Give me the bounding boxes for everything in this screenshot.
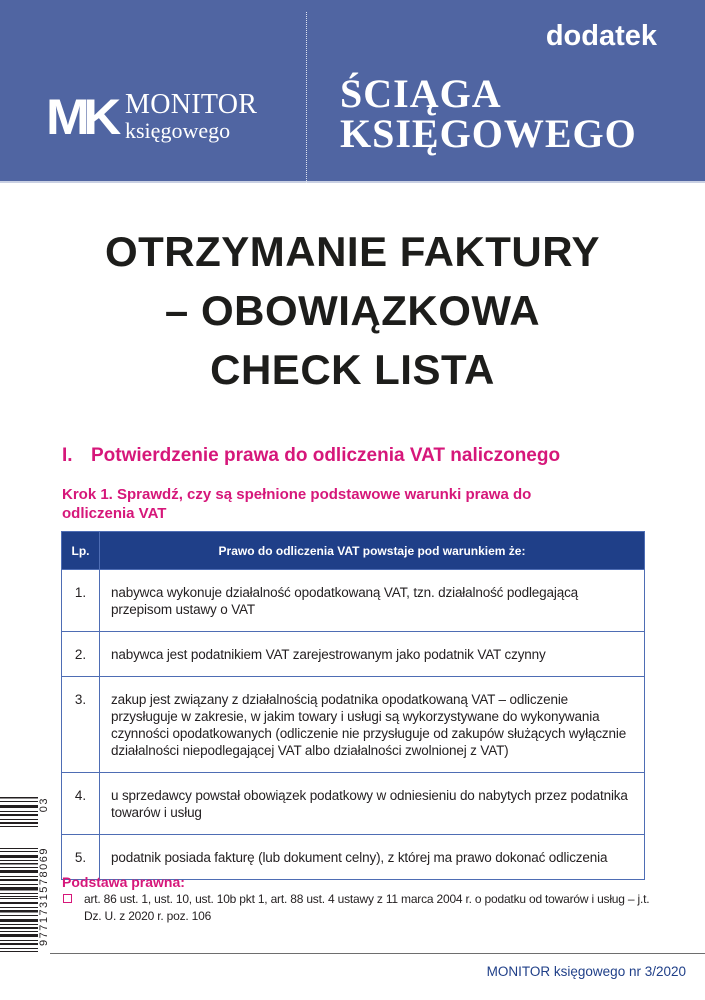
table-row [62, 677, 645, 773]
supplement-title-line: KSIĘGOWEGO [340, 111, 637, 156]
barcode-digits [38, 795, 50, 985]
table-row [62, 773, 645, 835]
barcode-bars-icon [0, 795, 38, 985]
legal-basis-item [62, 891, 662, 925]
row-condition: podatnik posiada fakturę (lub dokument celny), z której ma prawo dokonać odliczenia [100, 835, 645, 880]
section-title: Potwierdzenie prawa do odliczenia VAT naliczonego [91, 445, 561, 466]
page-title-line: OTRZYMANIE FAKTURY [104, 228, 601, 275]
column-header-lp: Lp. [62, 532, 100, 570]
section-number: I. [62, 445, 73, 466]
checkbox-bullet-icon [63, 894, 72, 903]
row-condition: zakup jest związany z działalnością podatnika opodatkowaną VAT – odliczenie przysługuje w zakresie, w jakim towary i usługi są wykorzystywane do wykonywania czynności opodatkowanych (odliczenie nie przysługuje od zakupów służących wyłącznie działalności niepodlegającej VAT albo działalności zwolnionej z VAT) [100, 677, 645, 773]
conditions-table [61, 531, 645, 880]
section-heading [62, 444, 560, 468]
table-header-row [62, 532, 645, 570]
footer-divider [50, 953, 705, 954]
barcode-addon-digits: 03 [38, 797, 50, 813]
row-condition: u sprzedawcy powstał obowiązek podatkowy w odniesieniu do nabytych przez podatnika towarów i usług [100, 773, 645, 835]
logo-wordmark-monitor: MONITOR [125, 89, 258, 120]
logo-wordmark-ksiegowego: księgowego [125, 118, 231, 143]
row-number: 5. [62, 835, 100, 880]
supplement-title-line: ŚCIĄGA [340, 71, 502, 116]
row-condition: nabywca wykonuje działalność opodatkowaną VAT, tzn. działalność podlegającą przepisom ustawy o VAT [100, 570, 645, 632]
table-row [62, 570, 645, 632]
footer-publication-info: MONITOR księgowego nr 3/2020 [486, 964, 686, 979]
table-row [62, 632, 645, 677]
page-title-line: – OBOWIĄZKOWA [164, 287, 541, 334]
page-title-line: CHECK LISTA [210, 346, 495, 393]
row-number: 1. [62, 570, 100, 632]
row-number: 4. [62, 773, 100, 835]
header-banner [0, 0, 705, 183]
supplement-title [340, 71, 637, 156]
legal-basis-title: Podstawa prawna: [62, 874, 185, 890]
header-dotted-divider [306, 12, 307, 183]
step-heading: Krok 1. Sprawdź, czy są spełnione podstawowe warunki prawa do odliczenia VAT [62, 486, 532, 522]
legal-basis-text: art. 86 ust. 1, ust. 10, ust. 10b pkt 1, art. 88 ust. 4 ustawy z 11 marca 2004 r. o podatku od towarów i usług – j.t. Dz. U. z 2020 r. poz. 106 [84, 892, 650, 923]
legal-basis [62, 873, 662, 925]
row-condition: nabywca jest podatnikiem VAT zarejestrowanym jako podatnik VAT czynny [100, 632, 645, 677]
issn-barcode [0, 795, 48, 985]
row-number: 3. [62, 677, 100, 773]
logo-mark: MK [46, 89, 116, 145]
supplement-label: dodatek [545, 20, 657, 52]
page-title [0, 222, 705, 399]
column-header-condition: Prawo do odliczenia VAT powstaje pod warunkiem że: [100, 532, 645, 570]
row-number: 2. [62, 632, 100, 677]
barcode-main-digits: 9771731578069 [38, 847, 50, 947]
